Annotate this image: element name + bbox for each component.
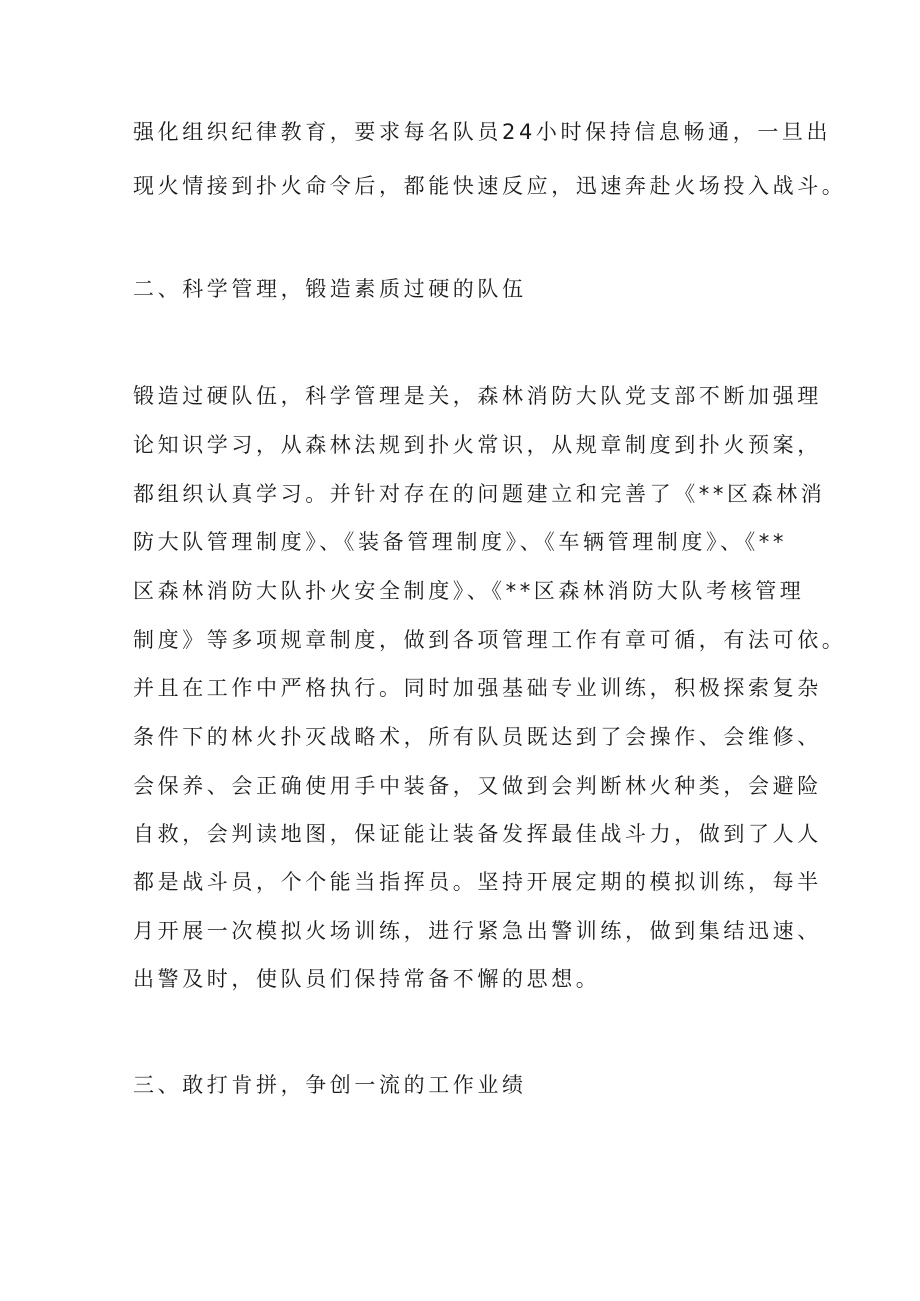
section-2-paragraph-line-11: 都是战斗员，个个能当指挥员。坚持开展定期的模拟训练，每半 xyxy=(133,870,822,894)
section-2-paragraph-line-1: 锻造过硬队伍，科学管理是关，森林消防大队党支部不断加强理 xyxy=(133,384,822,408)
section-2-paragraph-line-12: 月开展一次模拟火场训练，进行紧急出警训练，做到集结迅速、 xyxy=(133,919,822,943)
intro-paragraph-line-2: 现火情接到扑火命令后，都能快速反应，迅速奔赴火场投入战斗。 xyxy=(133,174,847,198)
section-2-paragraph-line-10: 自救，会判读地图，保证能让装备发挥最佳战斗力，做到了人人 xyxy=(133,822,822,846)
section-2-paragraph-line-7: 并且在工作中严格执行。同时加强基础专业训练，积极探索复杂 xyxy=(133,676,822,700)
section-2-heading: 二、科学管理，锻造素质过硬的队伍 xyxy=(133,277,527,301)
section-2-paragraph-line-13: 出警及时，使队员们保持常备不懈的思想。 xyxy=(133,967,601,991)
section-2-paragraph-line-5: 区森林消防大队扑火安全制度》、《**区森林消防大队考核管理 xyxy=(133,579,805,603)
section-3-heading: 三、敢打肯拼，争创一流的工作业绩 xyxy=(133,1073,527,1097)
section-2-paragraph-line-6: 制度》等多项规章制度，做到各项管理工作有章可循，有法可依。 xyxy=(133,628,847,652)
section-2-paragraph-line-2: 论知识学习，从森林法规到扑火常识，从规章制度到扑火预案， xyxy=(133,433,822,457)
intro-paragraph-line-1: 强化组织纪律教育，要求每名队员24小时保持信息畅通，一旦出 xyxy=(133,120,832,144)
section-2-paragraph-line-4: 防大队管理制度》、《装备管理制度》、《车辆管理制度》、《** xyxy=(133,530,787,554)
section-2-paragraph-line-8: 条件下的林火扑灭战略术，所有队员既达到了会操作、会维修、 xyxy=(133,725,822,749)
section-2-paragraph-line-3: 都组织认真学习。并针对存在的问题建立和完善了《**区森林消 xyxy=(133,482,826,506)
section-2-paragraph-line-9: 会保养、会正确使用手中装备，又做到会判断林火种类，会避险 xyxy=(133,774,822,798)
